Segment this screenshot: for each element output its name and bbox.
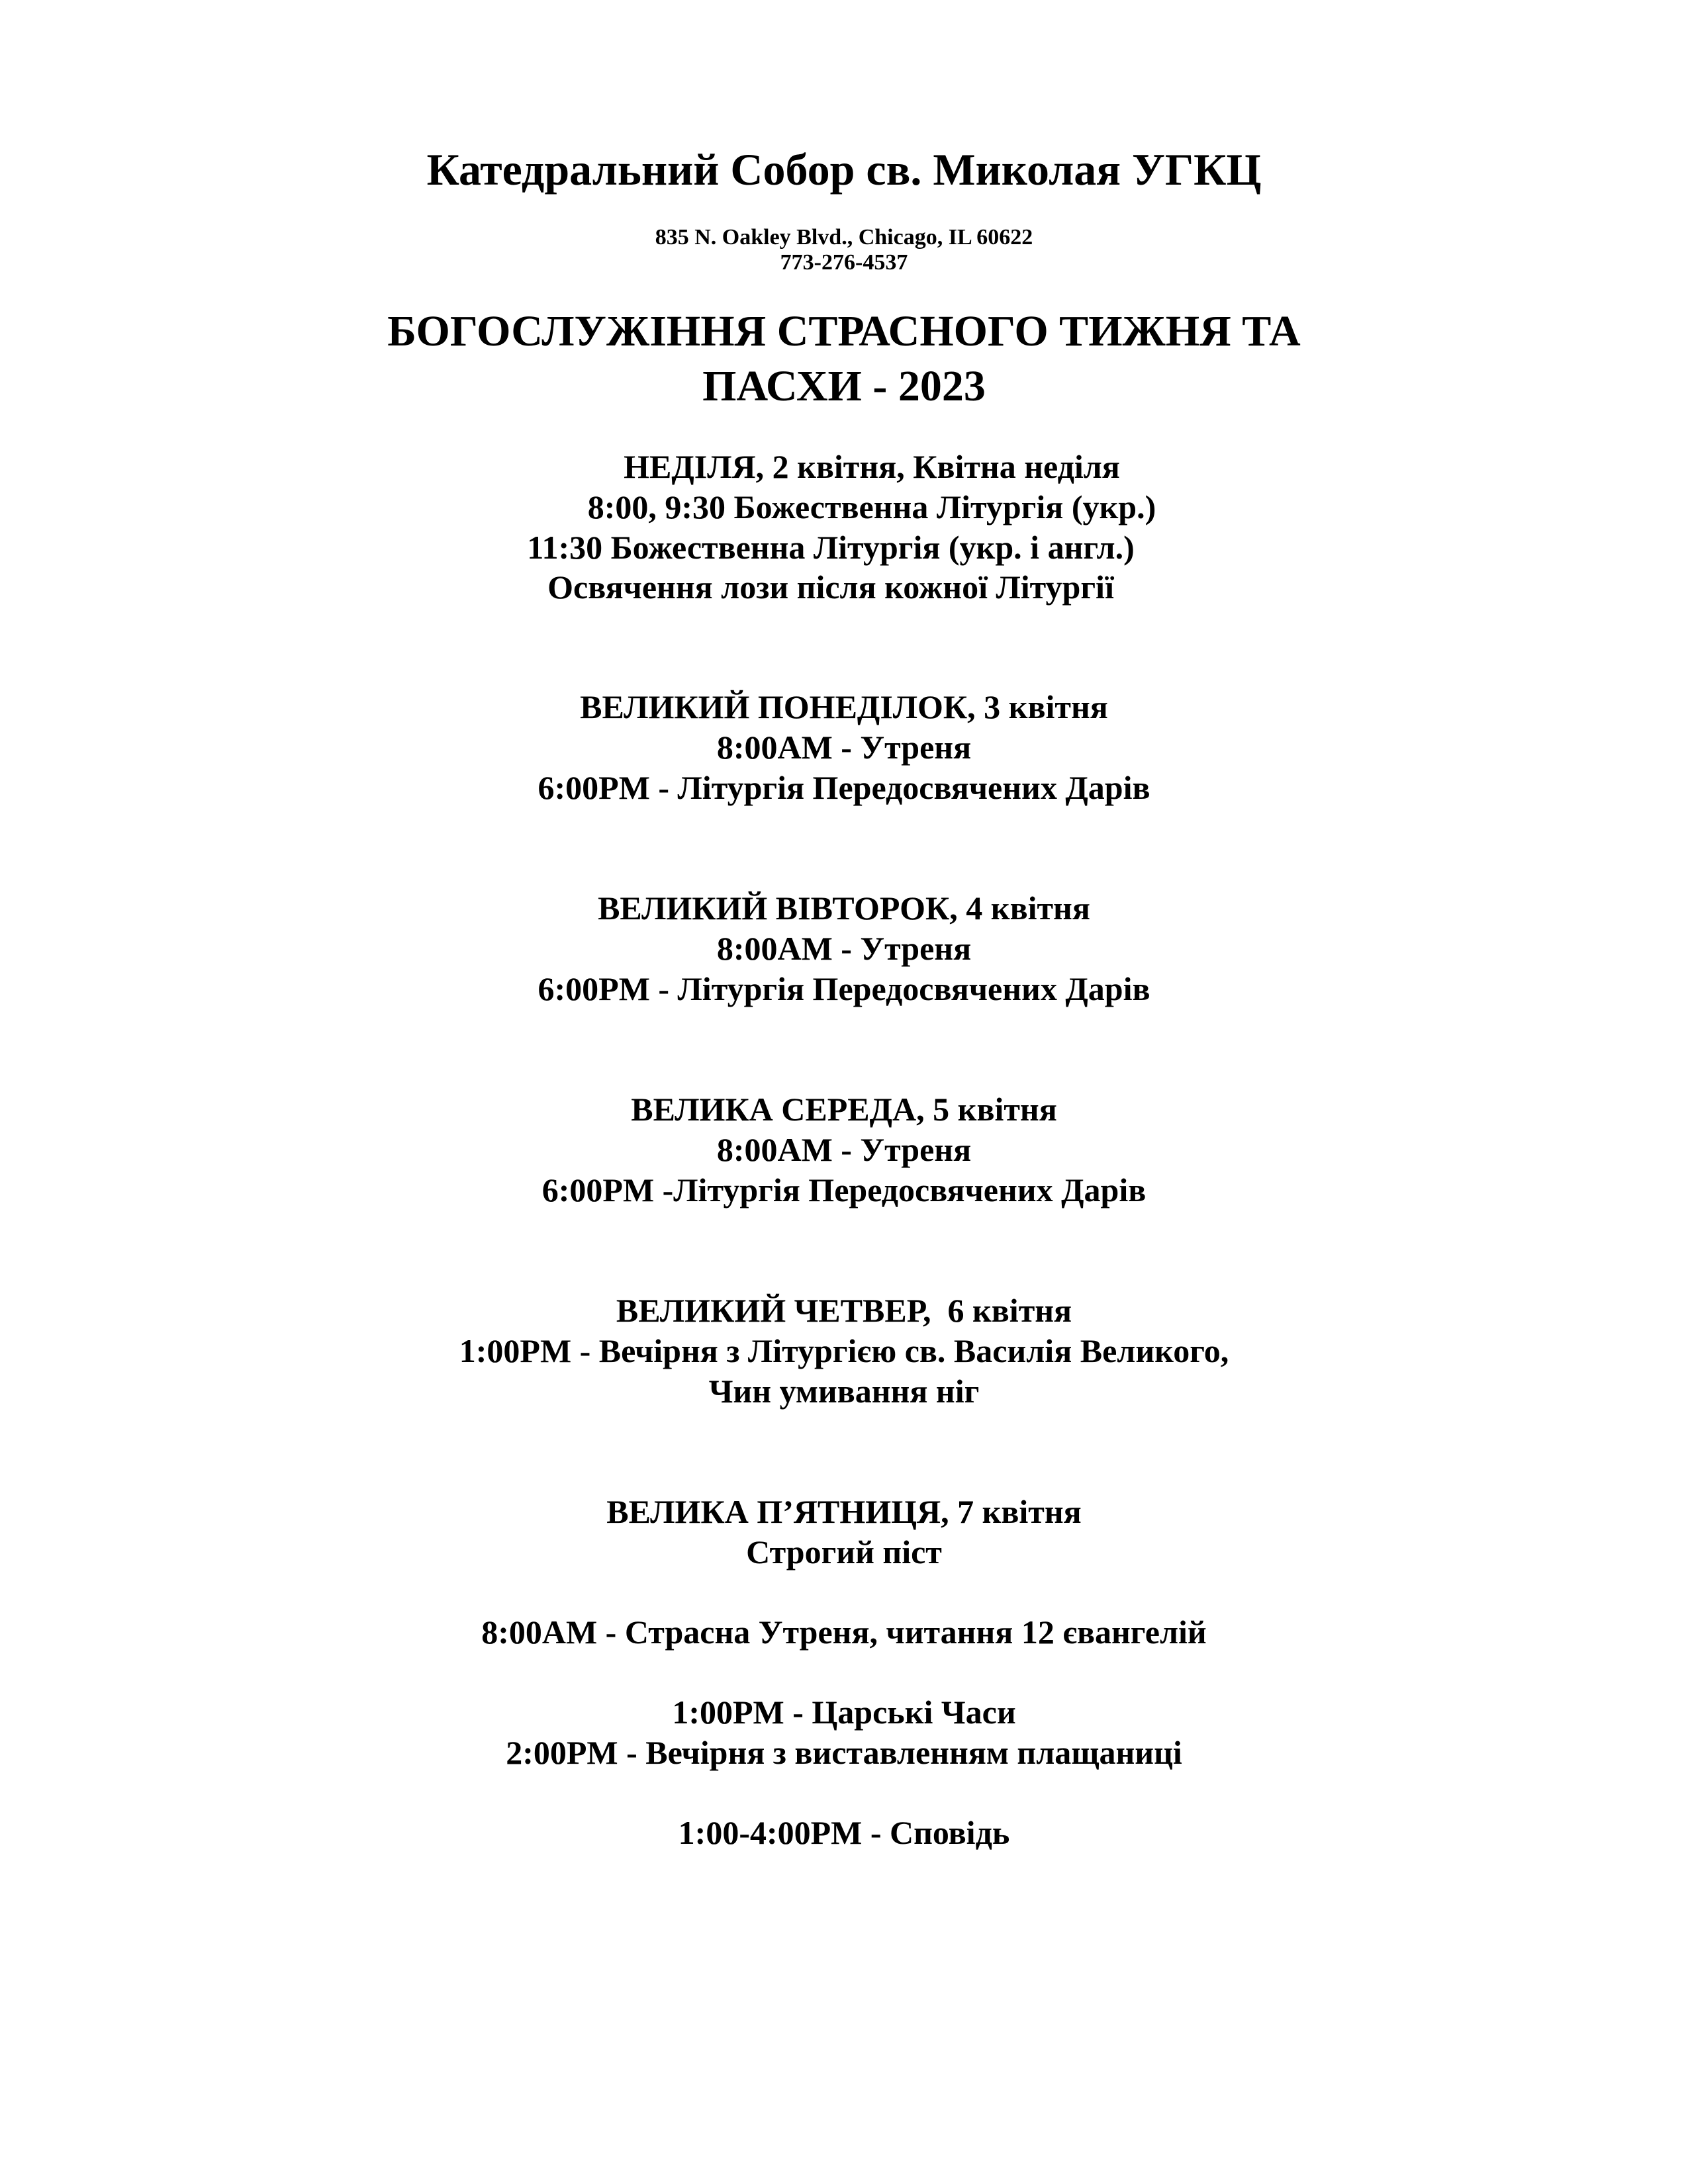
sunday-item-3: Освячення лози після кожної Літургії (547, 569, 1114, 606)
day-heading-tuesday: ВЕЛИКИЙ ВІВТОРОК, 4 квітня (598, 889, 1090, 927)
church-name: Катедральний Собор св. Миколая УГКЦ (426, 144, 1262, 195)
day-heading-thursday: ВЕЛИКИЙ ЧЕТВЕР, 6 квітня (616, 1292, 1072, 1329)
church-phone: 773-276-4537 (780, 250, 908, 275)
sunday-item-2: 11:30 Божественна Літургія (укр. і англ.) (527, 529, 1135, 566)
monday-item-1: 8:00AM - Утреня (716, 729, 972, 766)
schedule-title-line-2: ПАСХИ - 2023 (702, 362, 986, 410)
schedule-title-line-1: БОГОСЛУЖІННЯ СТРАСНОГО ТИЖНЯ ТА (387, 307, 1301, 355)
wednesday-item-2: 6:00PM -Літургія Передосвячених Дарів (541, 1171, 1147, 1208)
church-address: 835 N. Oakley Blvd., Chicago, IL 60622 (655, 225, 1033, 250)
friday-item-4: 1:00-4:00PM - Сповідь (678, 1814, 1010, 1851)
sunday-item-1: 8:00, 9:30 Божественна Літургія (укр.) (587, 488, 1156, 525)
friday-item-2: 1:00PM - Царські Часи (672, 1694, 1016, 1731)
tuesday-item-1: 8:00AM - Утреня (716, 930, 972, 967)
tuesday-item-2: 6:00PM - Літургія Передосвячених Дарів (538, 970, 1150, 1007)
day-heading-sunday: НЕДІЛЯ, 2 квітня, Квітна неділя (624, 448, 1120, 485)
friday-item-1: 8:00AM - Страсна Утреня, читання 12 євангелій (481, 1614, 1207, 1651)
day-heading-friday: ВЕЛИКА П’ЯТНИЦЯ, 7 квітня (606, 1493, 1082, 1530)
monday-item-2: 6:00PM - Літургія Передосвячених Дарів (538, 769, 1150, 806)
wednesday-item-1: 8:00AM - Утреня (716, 1131, 972, 1168)
thursday-item-1: 1:00PM - Вечірня з Літургією св. Василія Великого, (459, 1332, 1229, 1369)
thursday-item-2: Чин умивання ніг (708, 1373, 980, 1410)
friday-item-3: 2:00PM - Вечірня з виставленням плащаниці (506, 1734, 1182, 1771)
day-heading-wednesday: ВЕЛИКА СЕРЕДА, 5 квітня (631, 1091, 1057, 1128)
day-heading-monday: ВЕЛИКИЙ ПОНЕДІЛОК, 3 квітня (580, 688, 1108, 725)
friday-fast-note: Строгий піст (746, 1533, 942, 1570)
